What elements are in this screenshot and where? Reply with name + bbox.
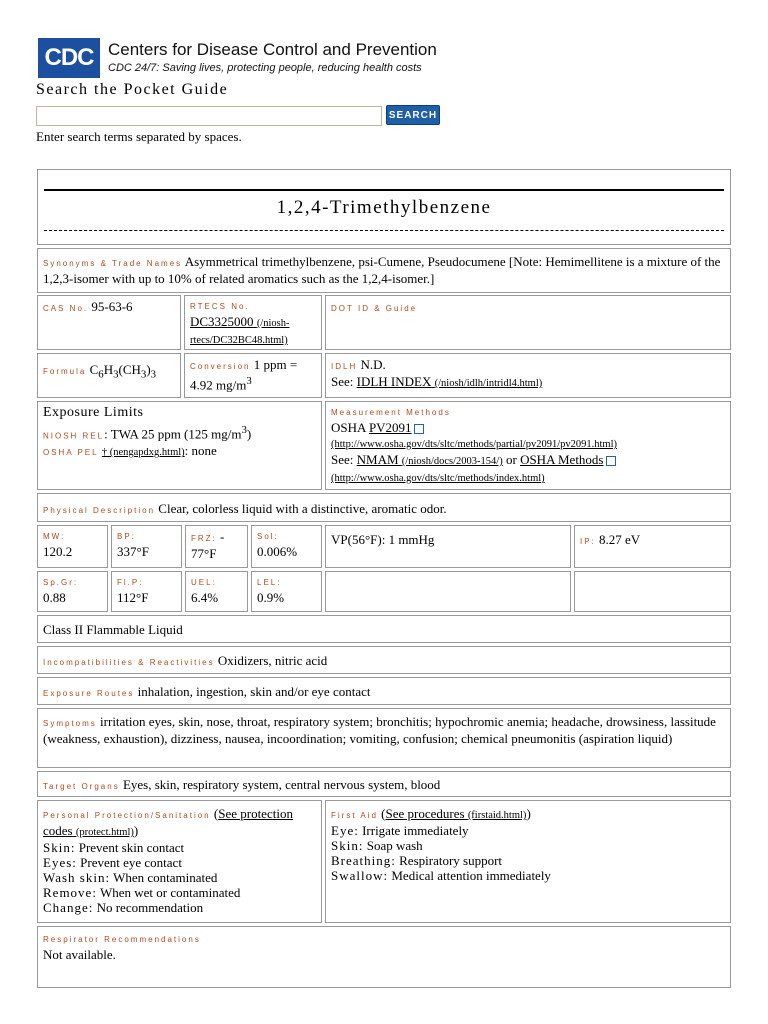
lel-value: 0.9% <box>257 590 285 605</box>
bp-label: BP: <box>117 532 136 541</box>
uel-box <box>185 571 248 612</box>
vp-value: VP(56°F): 1 mmHg <box>331 532 435 547</box>
physical-value: Clear, colorless liquid with a distinctive, aromatic odor. <box>158 501 447 516</box>
idlh-label: IDLH <box>331 362 358 371</box>
rtecs-box <box>184 295 322 350</box>
search-button[interactable]: SEARCH <box>386 105 440 125</box>
niosh-rel-value: : TWA 25 ppm (125 mg/m <box>104 426 242 442</box>
osha-methods-link[interactable]: OSHA Methods <box>520 452 604 467</box>
firstaid-label: First Aid <box>331 811 378 820</box>
cdc-logo[interactable]: CDC <box>38 38 100 78</box>
title-rule-top <box>44 189 724 191</box>
symptoms-box <box>37 708 731 768</box>
personal-protection-box: Personal Protection/Sanitation (See protection codes (protect.html)) Skin: Prevent skin contact Eyes: Prevent eye contact Wash skin: When contaminated Remove: When wet or contaminated Change: No recommendation <box>37 800 322 923</box>
osha-methods-href[interactable]: (http://www.osha.gov/dts/sltc/methods/index.html) <box>331 473 545 484</box>
protection-label: Personal Protection/Sanitation <box>43 811 211 820</box>
org-name: Centers for Disease Control and Prevention <box>108 40 437 59</box>
conversion-value-1: 1 ppm = <box>253 357 298 372</box>
dot-label: DOT ID & Guide <box>331 304 418 313</box>
rtecs-href: (/niosh-rtecs/DC32BC48.html) <box>190 318 290 346</box>
flammable-box <box>37 615 731 643</box>
vp-box <box>325 525 571 568</box>
incompat-value: Oxidizers, nitric acid <box>217 653 328 668</box>
spgr-label: Sp.Gr: <box>43 578 79 587</box>
pv2091-link[interactable]: PV2091 <box>368 420 412 435</box>
rtecs-label: RTECS No. <box>190 302 250 311</box>
empty-cell <box>574 571 731 612</box>
search-title: Search the Pocket Guide <box>36 81 229 98</box>
incompatibilities-box <box>37 646 731 674</box>
cas-value: 95-63-6 <box>91 299 133 314</box>
sol-label: Sol: <box>257 532 279 541</box>
uel-value: 6.4% <box>191 590 219 605</box>
first-aid-box: First Aid (See procedures (firstaid.html)) Eye: Irrigate immediately Skin: Soap wash Breathing: Respiratory support Swallow: Medical attention immediately <box>325 800 731 923</box>
dot-box <box>325 295 731 350</box>
spgr-box <box>37 571 108 612</box>
formula-value: $C_6H_3(CH_3)_3$ <box>89 362 157 381</box>
synonyms-box <box>37 248 731 293</box>
ip-label: IP: <box>580 537 596 546</box>
conversion-box: Conversion 1 ppm = 4.92 $mg/m^3$ <box>184 353 322 398</box>
title-rule-bottom <box>44 230 724 231</box>
frz-value: 77°F <box>191 546 217 561</box>
osha-pel-value: : none <box>184 443 217 459</box>
respirator-value: Not available. <box>43 947 116 962</box>
mw-label: MW: <box>43 532 66 541</box>
conversion-value-2: 4.92 mg/m <box>190 377 247 393</box>
bp-value: 337°F <box>117 544 149 559</box>
ip-value: 8.27 eV <box>599 532 641 547</box>
bp-box <box>111 525 182 568</box>
target-organs-box <box>37 771 731 797</box>
cas-label: CAS No. <box>43 304 89 313</box>
spgr-value: 0.88 <box>43 590 66 605</box>
frz-label: FRZ: <box>191 534 217 543</box>
target-label: Target Organs <box>43 782 120 791</box>
protection-codes-link[interactable]: See protection codes (protect.html) <box>43 806 293 838</box>
idlh-index-link[interactable]: IDLH INDEX (/niosh/idlh/intridl4.html) <box>356 374 543 389</box>
formula-label: Formula <box>43 367 87 376</box>
target-value: Eyes, skin, respiratory system, central nervous system, blood <box>122 777 441 792</box>
symptoms-label: Symptoms <box>43 719 97 728</box>
pv2091-href[interactable]: (http://www.osha.gov/dts/sltc/methods/partial/pv2091/pv2091.html) <box>331 439 618 450</box>
search-input[interactable] <box>36 106 382 126</box>
routes-value: inhalation, ingestion, skin and/or eye contact <box>137 684 371 699</box>
cdc-header <box>38 38 458 82</box>
rtecs-link[interactable] <box>190 314 289 346</box>
physical-description-box <box>37 493 731 522</box>
mw-value: 120.2 <box>43 544 73 559</box>
niosh-rel-label: NIOSH REL <box>43 431 105 441</box>
synonyms-value: Asymmetrical trimethylbenzene, psi-Cumene, Pseudocumene [Note: Hemimellitene is a mixture of the 1,2,3-isomer with up to 10% of related aromatics such as the 1,2,4-isomer.] <box>43 254 721 286</box>
first-aid-link[interactable]: See procedures (firstaid.html) <box>385 806 527 821</box>
mw-box <box>37 525 108 568</box>
flammable-value: Class II Flammable Liquid <box>43 622 183 637</box>
routes-label: Exposure Routes <box>43 689 135 698</box>
physical-label: Physical Description <box>43 506 156 515</box>
lel-box <box>251 571 322 612</box>
exposure-limits-box: Exposure Limits NIOSH REL: TWA 25 ppm (125 $mg/m^3$) OSHA PEL † (nengapdxg.html): none <box>37 401 322 490</box>
formula-box <box>37 353 181 398</box>
measurement-box: Measurement Methods OSHA PV2091 (http://www.osha.gov/dts/sltc/methods/partial/pv2091/pv2091.html) See: NMAM (/niosh/docs/2003-154/) or OSHA Methods (http://www.osha.gov/dts/sltc/methods/index.html) <box>325 401 731 490</box>
exposure-title: Exposure Limits <box>43 405 144 420</box>
uel-label: UEL: <box>191 578 217 587</box>
ip-box <box>574 525 731 568</box>
flp-value: 112°F <box>117 590 149 605</box>
flp-label: Fl.P: <box>117 578 144 587</box>
incompat-label: Incompatibilities & Reactivities <box>43 658 215 667</box>
rtecs-number: DC3325000 <box>190 314 254 329</box>
idlh-box <box>325 353 731 398</box>
exposure-routes-box <box>37 677 731 705</box>
sol-value: 0.006% <box>257 544 298 559</box>
chemical-name: 1,2,4-Trimethylbenzene <box>276 197 492 218</box>
synonyms-label: Synonyms & Trade Names <box>43 259 183 268</box>
search-hint: Enter search terms separated by spaces. <box>36 129 242 144</box>
measurement-label: Measurement Methods <box>331 408 451 417</box>
idlh-see: See: <box>331 374 354 389</box>
respirator-box <box>37 926 731 988</box>
measurement-osha: OSHA <box>331 420 366 435</box>
respirator-label: Respirator Recommendations <box>43 935 201 944</box>
external-link-icon <box>414 424 424 434</box>
chemical-title-box <box>37 169 731 245</box>
empty-cell <box>325 571 571 612</box>
osha-pel-link[interactable]: † (nengapdxg.html) <box>101 447 185 459</box>
org-tagline: CDC 24/7: Saving lives, protecting people, reducing health costs <box>108 62 422 74</box>
frz-box: FRZ: - 77°F <box>185 525 248 568</box>
lel-label: LEL: <box>257 578 282 587</box>
symptoms-value: irritation eyes, skin, nose, throat, respiratory system; bronchitis; hypochromic anemia; headache, drowsiness, lassitude (weakness, exhaustion), dizziness, nausea, incoordination; vomiting, confusion; chemical pneumonitis (aspiration liquid) <box>43 714 716 746</box>
sol-box <box>251 525 322 568</box>
external-link-icon <box>606 456 616 466</box>
idlh-value: N.D. <box>360 357 386 372</box>
flp-box <box>111 571 182 612</box>
conversion-label: Conversion <box>190 362 251 371</box>
nmam-link[interactable]: NMAM (/niosh/docs/2003-154/) <box>356 452 503 467</box>
cas-box <box>37 295 181 350</box>
osha-pel-label: OSHA PEL <box>43 448 99 458</box>
